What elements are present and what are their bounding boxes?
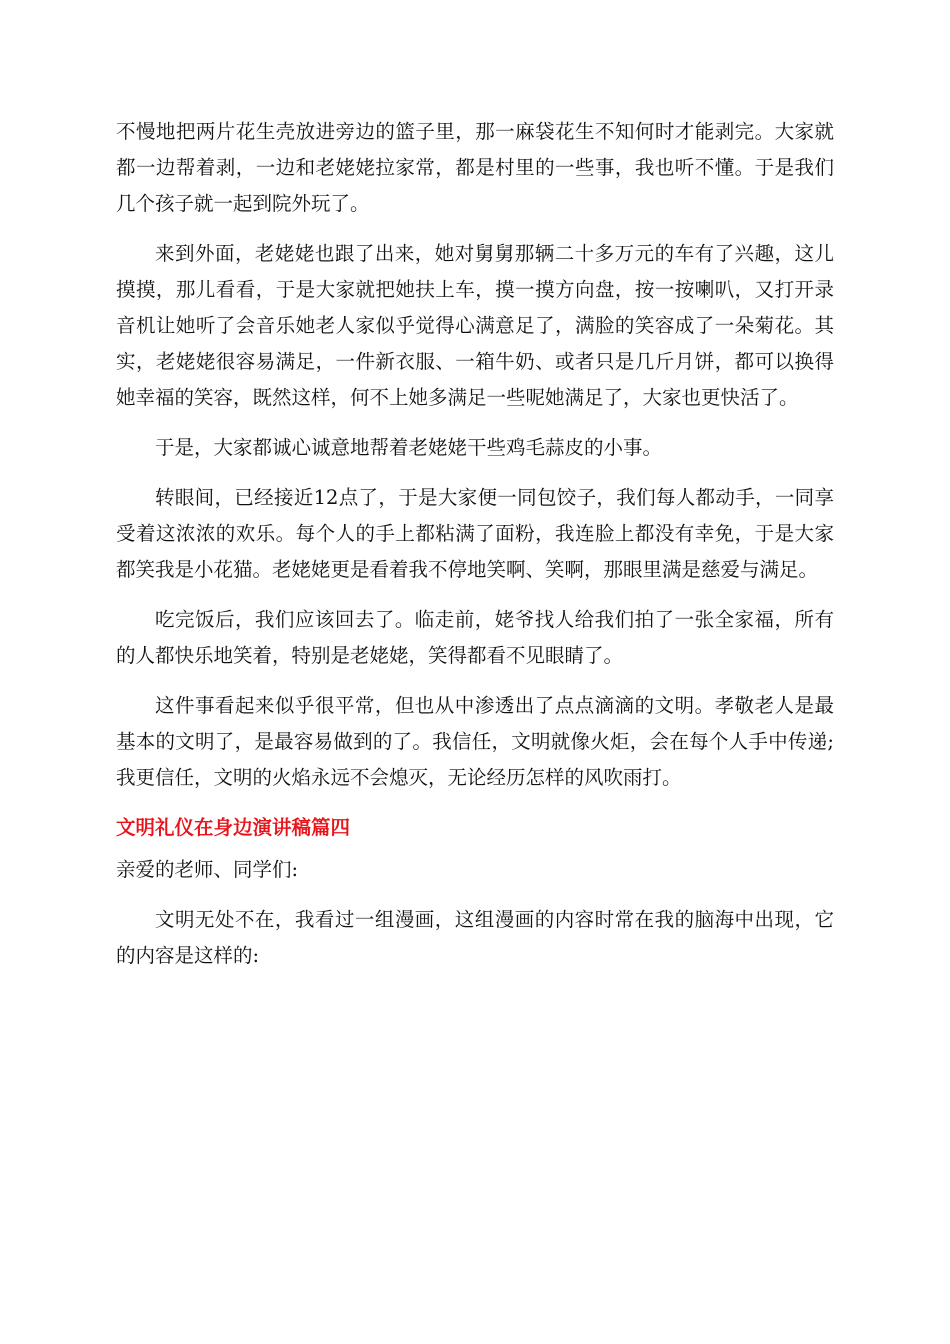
paragraph-5: 吃完饭后，我们应该回去了。临走前，姥爷找人给我们拍了一张全家福，所有的人都快乐地笑着，特别是老姥姥，笑得都看不见眼睛了。 [116, 608, 834, 667]
document-page [116, 114, 834, 988]
paragraph-1: 不慢地把两片花生壳放进旁边的篮子里，那一麻袋花生不知何时才能剥完。大家就都一边帮着剥，一边和老姥姥拉家常，都是村里的一些事，我也听不懂。于是我们几个孩子就一起到院外玩了。 [116, 120, 834, 215]
paragraph-3: 于是，大家都诚心诚意地帮着老姥姥干些鸡毛蒜皮的小事。 [155, 436, 663, 459]
section-heading: 文明礼仪在身边演讲稿篇四 [116, 816, 351, 839]
salutation: 亲爱的老师、同学们: [116, 858, 299, 881]
paragraph-2: 来到外面，老姥姥也跟了出来，她对舅舅那辆二十多万元的车有了兴趣，这儿摸摸，那儿看看，于是大家就把她扶上车，摸一摸方向盘，按一按喇叭，又打开录音机让她听了会音乐她老人家似乎觉得心满意足了，满脸的笑容成了一朵菊花。其实，老姥姥很容易满足，一件新衣服、一箱牛奶、或者只是几斤月饼，都可以换得她幸福的笑容，既然这样，何不上她多满足一些呢她满足了，大家也更快活了。 [116, 242, 834, 409]
paragraph-6: 这件事看起来似乎很平常，但也从中渗透出了点点滴滴的文明。孝敬老人是最基本的文明了，是最容易做到的了。我信任，文明就像火炬，会在每个人手中传递;我更信任，文明的火焰永远不会熄灭，无论经历怎样的风吹雨打。 [116, 694, 834, 789]
paragraph-4: 转眼间，已经接近12点了，于是大家便一同包饺子，我们每人都动手，一同享受着这浓浓的欢乐。每个人的手上都粘满了面粉，我连脸上都没有幸免，于是大家都笑我是小花猫。老姥姥更是看着我不停地笑啊、笑啊，那眼里满是慈爱与满足。 [116, 486, 834, 581]
paragraph-7: 文明无处不在，我看过一组漫画，这组漫画的内容时常在我的脑海中出现，它的内容是这样的: [116, 908, 834, 967]
